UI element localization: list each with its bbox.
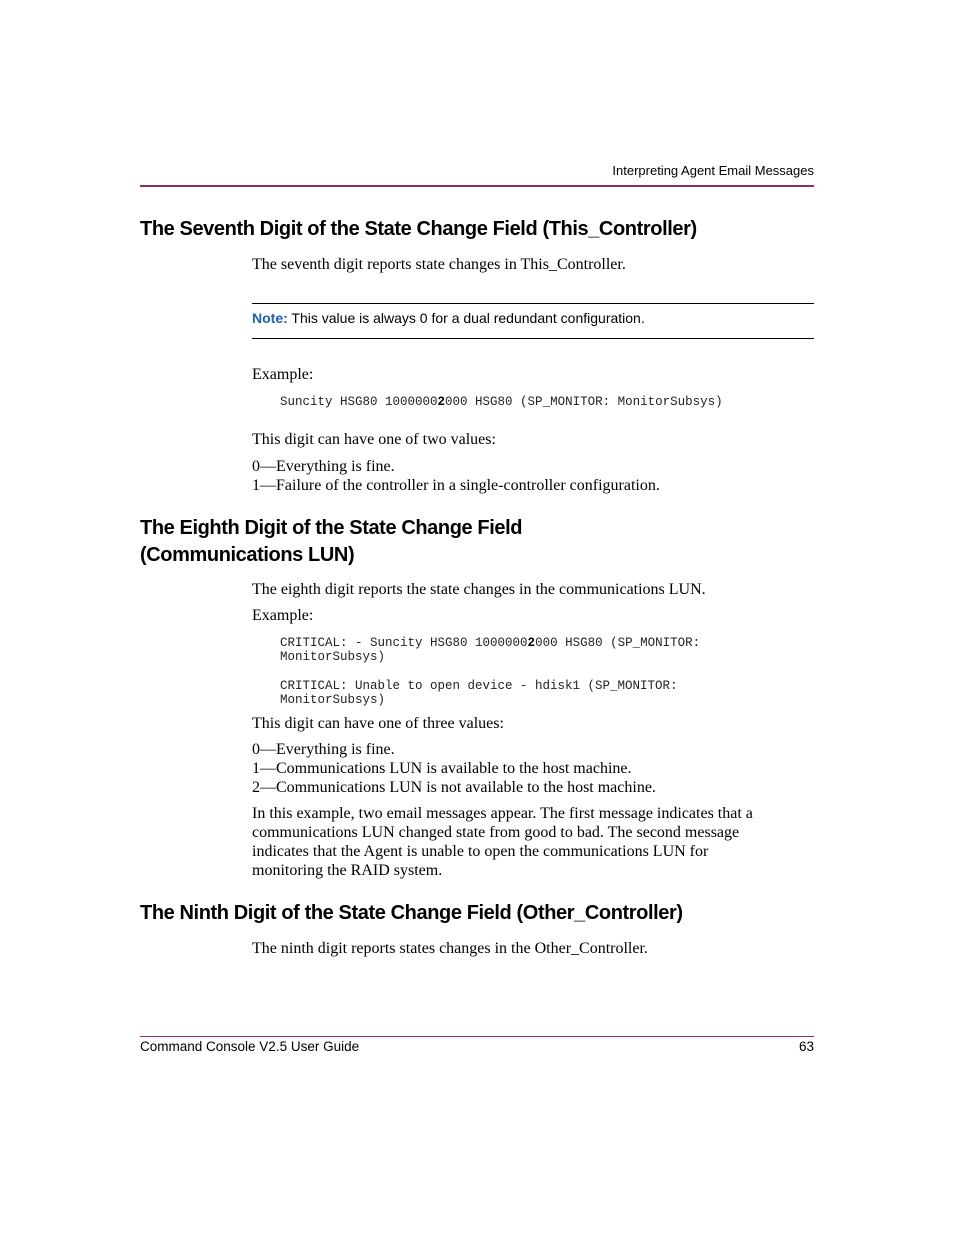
eighth-example-label: Example: [252, 607, 314, 624]
ninth-intro: The ninth digit reports states changes in the Other_Controller. [252, 940, 648, 957]
code-line [280, 636, 700, 650]
section-heading-eighth-digit [140, 515, 522, 569]
section-heading-ninth-digit: The Ninth Digit of the State Change Field (Other_Controller) [140, 902, 683, 924]
footer-doc-title: Command Console V2.5 User Guide [140, 1039, 360, 1054]
header-rule [140, 185, 814, 187]
code-text: Suncity HSG80 1000000 [280, 395, 438, 409]
heading-line: The Eighth Digit of the State Change Field [140, 517, 523, 539]
footer-rule [140, 1036, 814, 1037]
eighth-code-example-2 [280, 679, 678, 707]
value-item: 2—Communications LUN is not available to the host machine. [252, 779, 656, 796]
note-line [252, 310, 645, 326]
seventh-example-label: Example: [252, 366, 314, 383]
value-item: 1—Failure of the controller in a single-controller configuration. [252, 477, 660, 494]
value-item: 1—Communications LUN is available to the host machine. [252, 760, 632, 777]
value-item: 0—Everything is fine. [252, 741, 395, 758]
code-highlight-digit: 2 [437, 395, 446, 409]
code-highlight-digit: 2 [527, 636, 536, 650]
code-line: CRITICAL: Unable to open device - hdisk1 (SP_MONITOR: [280, 679, 678, 693]
footer-page-number: 63 [798, 1039, 814, 1054]
eighth-paragraph [252, 804, 753, 880]
seventh-code-example [280, 395, 723, 409]
note-text: This value is always 0 for a dual redundant configuration. [291, 310, 645, 326]
code-text: 000 HSG80 (SP_MONITOR: [535, 636, 701, 650]
value-item: 0—Everything is fine. [252, 458, 395, 475]
heading-line: (Communications LUN) [140, 544, 355, 566]
paragraph-line: indicates that the Agent is unable to open the communications LUN for [252, 843, 709, 860]
seventh-values-intro: This digit can have one of two values: [252, 431, 496, 448]
note-label: Note: [252, 310, 288, 326]
paragraph-line: In this example, two email messages appear. The first message indicates that a [252, 805, 753, 822]
seventh-intro: The seventh digit reports state changes in This_Controller. [252, 256, 626, 273]
code-text: 000 HSG80 (SP_MONITOR: MonitorSubsys) [445, 395, 723, 409]
code-line: MonitorSubsys) [280, 693, 386, 707]
eighth-intro: The eighth digit reports the state changes in the communications LUN. [252, 581, 706, 598]
paragraph-line: monitoring the RAID system. [252, 862, 443, 879]
code-text: CRITICAL: - Suncity HSG80 1000000 [280, 636, 528, 650]
eighth-values-intro: This digit can have one of three values: [252, 715, 504, 732]
code-line: MonitorSubsys) [280, 650, 386, 664]
section-heading-seventh-digit: The Seventh Digit of the State Change Field (This_Controller) [140, 218, 697, 240]
note-box [252, 303, 814, 339]
paragraph-line: communications LUN changed state from good to bad. The second message [252, 824, 740, 841]
running-header: Interpreting Agent Email Messages [612, 163, 814, 178]
eighth-code-example-1 [280, 636, 700, 664]
